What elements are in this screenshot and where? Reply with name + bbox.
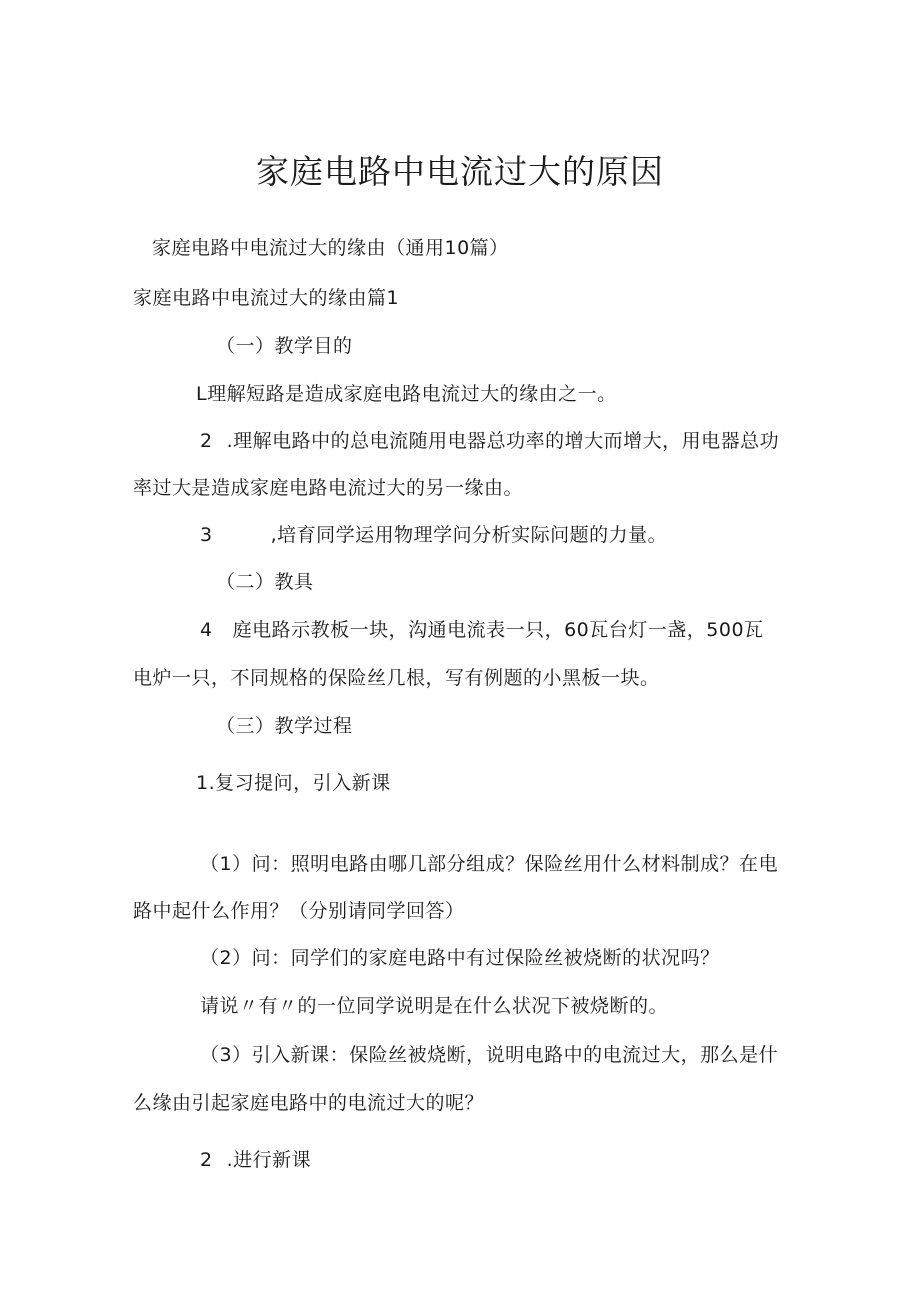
question-2: （2）问：同学们的家庭电路中有过保险丝被烧断的状况吗？	[200, 947, 720, 969]
goal-2-text: .理解电路中的总电流随用电器总功率的增大而增大，用电器总功	[226, 430, 780, 452]
part2-heading: （二）教具	[216, 571, 314, 593]
step-2-number: 2	[200, 1149, 213, 1171]
goal-3	[200, 523, 667, 547]
question-3-line-1: （3）引入新课：保险丝被烧断，说明电路中的电流过大，那么是什	[200, 1044, 779, 1066]
step-2-text: .进行新课	[226, 1149, 312, 1171]
tools-line-1	[200, 618, 764, 642]
question-3-line-2: 么缘由引起家庭电路中的电流过大的呢？	[133, 1092, 485, 1114]
document-title: 家庭电路中电流过大的原因	[256, 152, 664, 191]
goal-2-line-1	[200, 429, 779, 453]
document-subtitle: 家庭电路中电流过大的缘由（通用10篇）	[152, 237, 509, 259]
question-2-follow: 请说〃有〃的一位同学说明是在什么状况下被烧断的。	[200, 995, 669, 1017]
step-2	[200, 1148, 311, 1172]
step-1: 1.复习提问，引入新课	[196, 772, 391, 794]
goal-2-line-2: 率过大是造成家庭电路电流过大的另一缘由。	[133, 477, 524, 499]
part3-heading: （三）教学过程	[216, 715, 353, 737]
tools-line-2: 电炉一只，不同规格的保险丝几根，写有例题的小黑板一块。	[133, 667, 660, 689]
goal-3-text: ,培育同学运用物理学问分析实际问题的力量。	[270, 524, 668, 546]
tools-number: 4	[200, 619, 213, 641]
part1-heading: （一）教学目的	[216, 335, 353, 357]
tools-text: 庭电路示教板一块，沟通电流表一只，60瓦台灯一盏，500瓦	[232, 619, 764, 641]
section-heading: 家庭电路中电流过大的缘由篇1	[133, 287, 400, 309]
goal-1: L理解短路是造成家庭电路电流过大的缘由之一。	[196, 383, 617, 405]
goal-2-number: 2	[200, 430, 213, 452]
question-1-line-2: 路中起什么作用？（分别请同学回答）	[133, 900, 465, 922]
question-1-line-1: （1）问：照明电路由哪几部分组成？保险丝用什么材料制成？在电	[200, 853, 779, 875]
goal-3-number: 3	[200, 524, 213, 546]
